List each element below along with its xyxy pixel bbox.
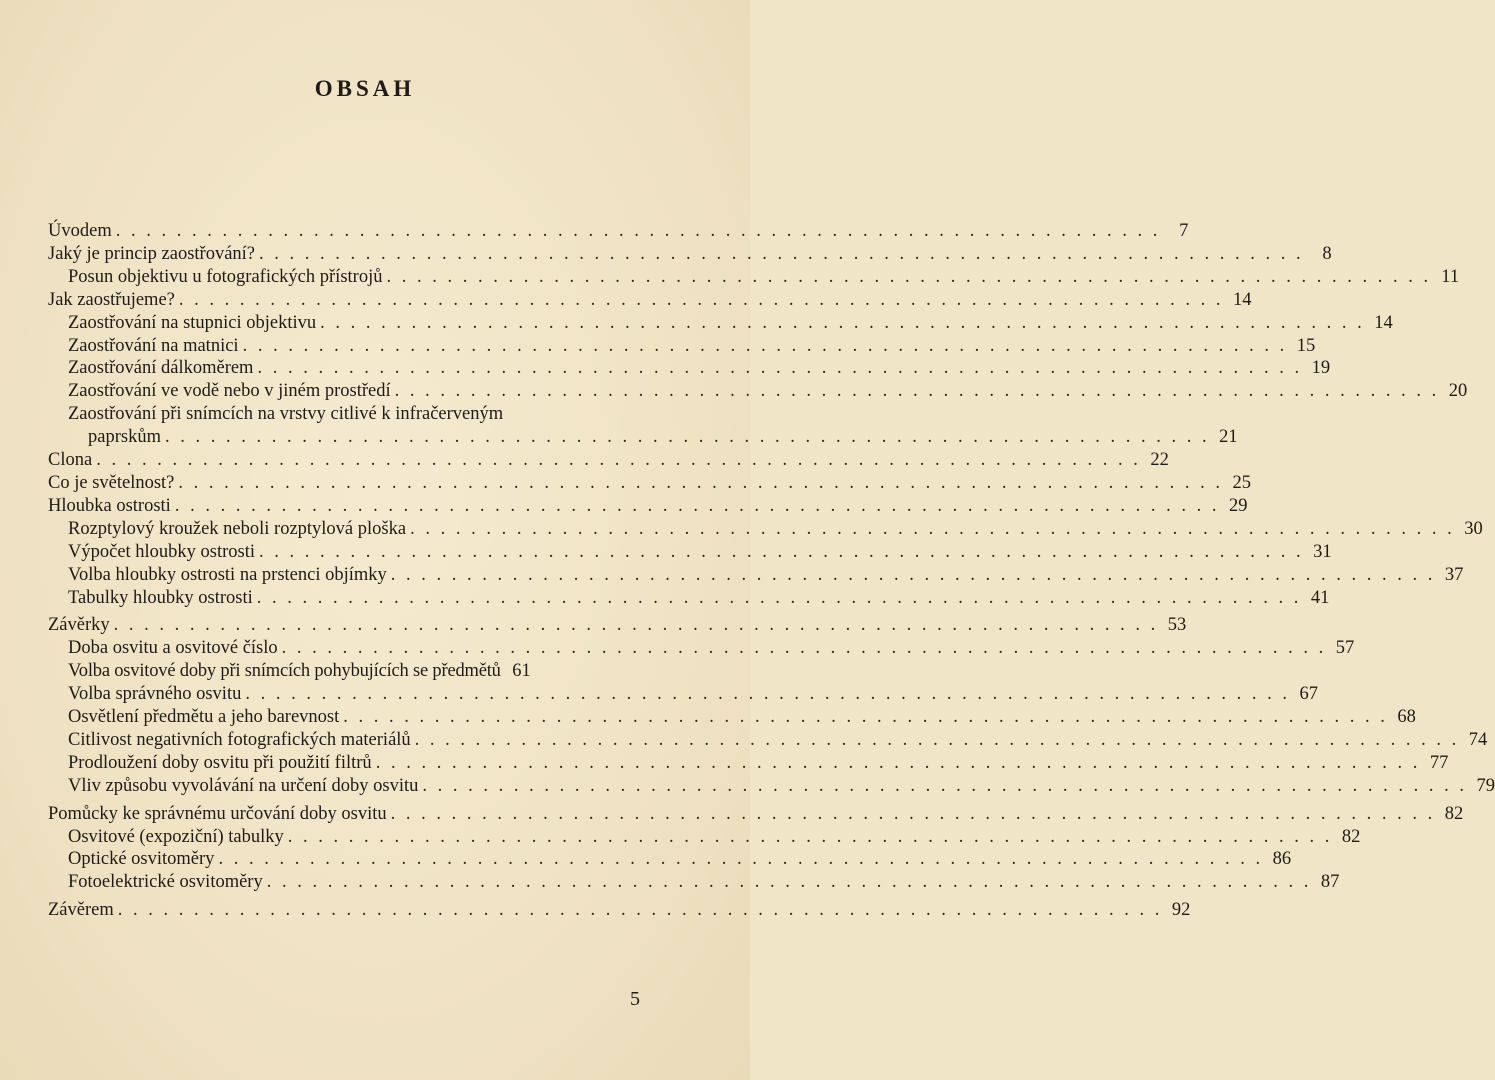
toc-entry	[48, 289, 1252, 312]
dot-leader	[110, 614, 1165, 637]
toc-entry-page: 22	[1150, 450, 1169, 471]
toc-entry-page: 57	[1335, 638, 1355, 659]
dot-leader	[174, 472, 1229, 495]
toc-subentry	[48, 541, 1332, 564]
toc-entry-title: Závěrky	[48, 615, 110, 636]
toc-entry-page: 77	[1429, 752, 1449, 773]
dot-leader	[175, 289, 1230, 312]
toc-entry-page: 82	[1341, 826, 1361, 847]
toc-entry-page: 11	[1441, 266, 1460, 287]
dot-leader	[387, 564, 1442, 587]
toc-entry-title: Prodloužení doby osvitu při použití filtrů	[68, 752, 372, 773]
toc-entry-title: Rozptylový kroužek neboli rozptylová ploška	[68, 518, 407, 539]
dot-leader	[241, 683, 1296, 706]
toc-subentry	[48, 380, 1468, 403]
toc-entry-title: Jak zaostřujeme?	[48, 289, 175, 310]
toc-entry-page: 21	[1219, 427, 1238, 448]
toc-entry-title: Jaký je princip zaostřování?	[48, 243, 256, 264]
dot-leader	[253, 357, 1308, 380]
toc-entry-page: 86	[1272, 849, 1292, 870]
toc-entry-title: Volba správného osvitu	[68, 684, 242, 705]
toc-subentry	[48, 826, 1361, 849]
dot-leader	[382, 266, 1437, 289]
toc-subentry	[48, 335, 1316, 358]
dot-leader	[255, 541, 1310, 564]
toc-entry-page: 79	[1476, 775, 1495, 796]
toc-subentry	[48, 683, 1318, 706]
toc-entry	[48, 472, 1252, 495]
toc-entry-title: Pomůcky ke správnému určování doby osvitu	[48, 803, 387, 824]
toc-subentry	[48, 426, 1238, 449]
toc-entry-title: Osvitové (expoziční) tabulky	[68, 826, 284, 847]
toc-entry-title: Co je světelnost?	[48, 472, 175, 493]
dot-leader	[263, 871, 1318, 894]
toc-subentry	[48, 564, 1464, 587]
toc-entry	[48, 803, 1464, 826]
table-of-contents	[48, 220, 1495, 922]
toc-entry-title-line1: Zaostřování při snímcích na vrstvy citlivé k infračerveným	[68, 404, 504, 425]
toc-entry-page: 25	[1232, 472, 1252, 493]
toc-subentry	[48, 637, 1355, 660]
toc-entry-page: 87	[1320, 872, 1340, 893]
toc-entry-title: Hloubka ostrosti	[48, 495, 171, 516]
toc-subentry	[48, 266, 1460, 289]
dot-leader	[339, 706, 1394, 729]
toc-entry	[48, 614, 1187, 637]
dot-leader	[112, 220, 1167, 243]
toc-entry-title: Optické osvitoměry	[68, 849, 215, 870]
dot-leader	[255, 243, 1310, 266]
toc-entry-page: 41	[1310, 587, 1330, 608]
dot-leader	[114, 899, 1169, 922]
toc-entry-page: 92	[1171, 900, 1191, 921]
toc-entry	[48, 495, 1248, 518]
toc-entry-title: Vliv způsobu vyvolávání na určení doby osvitu	[68, 775, 419, 796]
toc-entry-page: 29	[1228, 495, 1248, 516]
toc-entry-title: Zaostřování dálkoměrem	[68, 358, 254, 379]
dot-leader	[372, 752, 1427, 775]
toc-entry-title: Doba osvitu a osvitové číslo	[68, 638, 278, 659]
toc-subentry	[48, 312, 1393, 335]
toc-subentry	[48, 775, 1495, 798]
toc-subentry	[48, 729, 1488, 752]
dot-leader	[418, 775, 1473, 798]
toc-entry-title-line2: paprskům	[88, 427, 161, 448]
toc-entry-page: 19	[1311, 358, 1331, 379]
toc-entry-page: 74	[1468, 729, 1488, 750]
toc-entry-title: Výpočet hloubky ostrosti	[68, 541, 256, 562]
page-number: 5	[630, 988, 640, 1010]
toc-subentry	[48, 587, 1330, 610]
toc-entry-page: 14	[1233, 289, 1252, 310]
dot-leader	[411, 729, 1466, 752]
dot-leader	[387, 803, 1442, 826]
toc-entry-title: Volba osvitové doby při snímcích pohybujících se předmětů	[68, 661, 501, 682]
toc-entry	[48, 220, 1189, 243]
dot-leader	[406, 518, 1461, 541]
toc-entry-title: Citlivost negativních fotografických materiálů	[68, 729, 411, 750]
page-title: OBSAH	[314, 76, 416, 101]
toc-entry-page: 67	[1299, 684, 1318, 705]
toc-entry-title: Závěrem	[48, 900, 114, 921]
toc-entry-page: 7	[1179, 221, 1189, 241]
toc-entry-page: 82	[1444, 803, 1464, 824]
toc-entry-title: Clona	[48, 450, 93, 471]
toc-subentry	[48, 357, 1331, 380]
dot-leader	[316, 312, 1371, 335]
toc-subentry	[48, 871, 1340, 894]
toc-entry-title: Zaostřování na matnici	[68, 335, 239, 356]
dot-leader	[391, 380, 1446, 403]
toc-entry-page: 20	[1448, 381, 1468, 402]
toc-entry-title: Fotoelektrické osvitoměry	[68, 872, 263, 893]
toc-subentry	[48, 848, 1292, 871]
toc-entry	[48, 899, 1191, 922]
dot-leader	[171, 495, 1226, 518]
toc-subentry	[48, 752, 1449, 775]
toc-subentry	[48, 706, 1416, 729]
dot-leader	[253, 587, 1308, 610]
toc-entry-title: Úvodem	[48, 221, 112, 241]
toc-entry-title: Osvětlení předmětu a jeho barevnost	[68, 707, 340, 728]
dot-leader	[92, 449, 1147, 472]
toc-entry-page: 8	[1322, 243, 1332, 264]
dot-leader	[161, 426, 1216, 449]
toc-entry-title: Zaostřování na stupnici objektivu	[68, 312, 317, 333]
toc-entry-title: Tabulky hloubky ostrosti	[68, 587, 253, 608]
toc-entry-page: 31	[1313, 541, 1332, 562]
toc-entry-page: 15	[1296, 335, 1316, 356]
dot-leader	[278, 637, 1333, 660]
toc-entry-page: 14	[1374, 312, 1393, 333]
toc-subentry	[48, 660, 650, 683]
toc-entry-page: 68	[1397, 707, 1416, 728]
toc-entry-title: Posun objektivu u fotografických přístrojů	[68, 266, 383, 287]
toc-entry	[48, 449, 1169, 472]
toc-entry-title: Zaostřování ve vodě nebo v jiném prostředí	[68, 381, 391, 402]
toc-entry-page: 37	[1444, 564, 1464, 585]
toc-entry-page: 30	[1464, 518, 1483, 539]
toc-entry-page: 61	[512, 661, 531, 682]
toc-subentry	[48, 518, 1483, 541]
toc-entry-page: 53	[1167, 615, 1187, 636]
toc-entry-title: Volba hloubky ostrosti na prstenci objímky	[68, 564, 387, 585]
toc-entry	[48, 243, 1332, 266]
dot-leader	[214, 848, 1269, 871]
dot-leader	[284, 826, 1339, 849]
dot-leader	[239, 335, 1294, 358]
